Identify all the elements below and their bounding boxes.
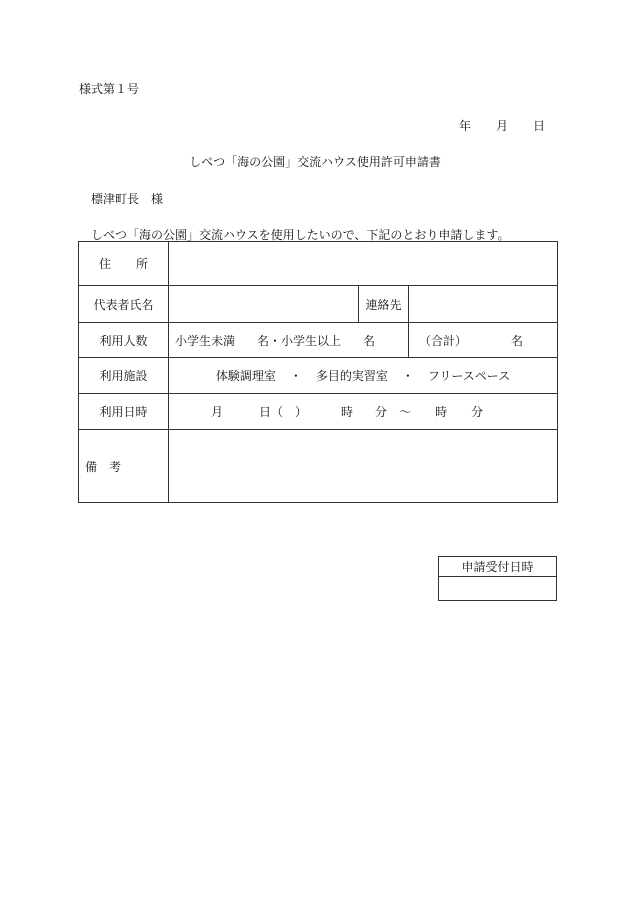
form-number: 様式第１号 bbox=[79, 82, 140, 96]
remarks-field[interactable] bbox=[169, 430, 558, 503]
facility-option-multipurpose-room[interactable]: 多目的実習室 bbox=[315, 369, 388, 383]
datetime-day-weekday: 日（ ） bbox=[259, 405, 308, 419]
facility-row bbox=[79, 358, 558, 394]
intro-text: しべつ「海の公園」交流ハウスを使用したいので、下記のとおり申請します。 bbox=[91, 228, 510, 242]
participants-row bbox=[79, 323, 558, 358]
application-table bbox=[78, 241, 558, 503]
representative-label: 代表者氏名 bbox=[79, 286, 169, 323]
datetime-field[interactable] bbox=[169, 394, 558, 430]
contact-label: 連絡先 bbox=[359, 286, 409, 323]
participants-total-field[interactable] bbox=[409, 323, 558, 358]
datetime-start-hour: 時 bbox=[341, 405, 354, 419]
remarks-label: 備 考 bbox=[79, 430, 169, 503]
datetime-end-hour: 時 bbox=[435, 405, 448, 419]
contact-field[interactable] bbox=[409, 286, 558, 323]
receipt-field[interactable] bbox=[439, 577, 557, 601]
datetime-end-minute: 分 bbox=[471, 405, 484, 419]
datetime-start-minute: 分 bbox=[375, 405, 388, 419]
remarks-row bbox=[79, 430, 558, 503]
facility-options bbox=[169, 358, 558, 394]
facility-separator: ・ bbox=[401, 369, 414, 383]
address-label-b: 所 bbox=[135, 257, 148, 271]
date-month-label: 月 bbox=[496, 119, 509, 133]
representative-row bbox=[79, 286, 558, 323]
facility-separator: ・ bbox=[289, 369, 302, 383]
receipt-box bbox=[438, 556, 557, 601]
datetime-month: 月 bbox=[211, 405, 224, 419]
date-year-label: 年 bbox=[459, 119, 472, 133]
total-unit: 名 bbox=[511, 333, 524, 348]
participants-label: 利用人数 bbox=[79, 323, 169, 358]
address-label-a: 住 bbox=[99, 257, 112, 271]
addressee: 標津町長 様 bbox=[91, 192, 164, 206]
facility-option-cooking-room[interactable]: 体験調理室 bbox=[215, 369, 276, 383]
address-row bbox=[79, 242, 558, 286]
address-field[interactable] bbox=[169, 242, 558, 286]
datetime-row bbox=[79, 394, 558, 430]
receipt-label: 申請受付日時 bbox=[439, 557, 557, 577]
participants-count-field[interactable] bbox=[169, 323, 409, 358]
address-label bbox=[79, 242, 169, 286]
participants-unit: 名 bbox=[363, 333, 376, 348]
under-elementary-label: 小学生未満 bbox=[175, 333, 236, 348]
representative-name-field[interactable] bbox=[169, 286, 359, 323]
document-title: しべつ「海の公園」交流ハウス使用許可申請書 bbox=[189, 155, 441, 169]
datetime-tilde: ～ bbox=[399, 405, 412, 419]
datetime-label: 利用日時 bbox=[79, 394, 169, 430]
date-day-label: 日 bbox=[533, 119, 546, 133]
total-label: （合計） bbox=[419, 333, 468, 348]
facility-label: 利用施設 bbox=[79, 358, 169, 394]
elementary-and-above-label: 名・小学生以上 bbox=[257, 333, 342, 348]
facility-option-free-space[interactable]: フリースペース bbox=[427, 369, 511, 383]
